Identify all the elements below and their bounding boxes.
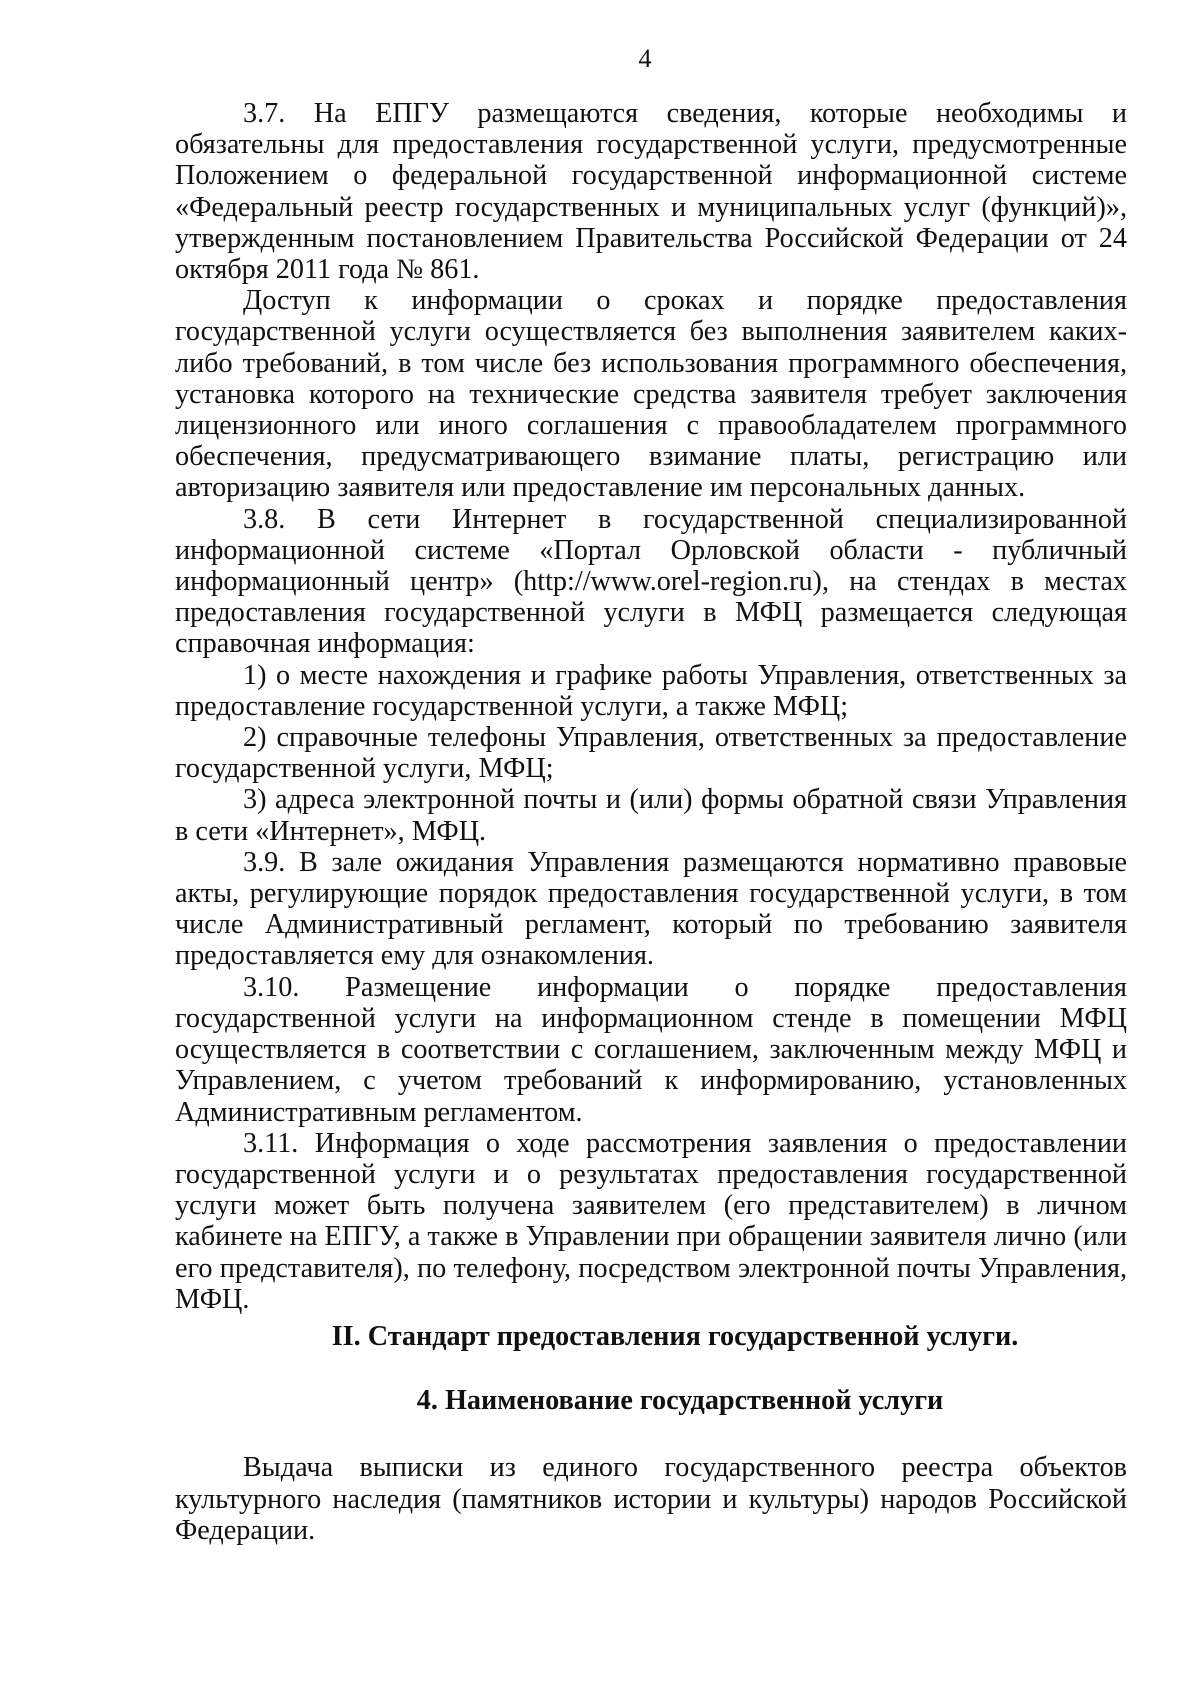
- list-item-1: 1) о месте нахождения и графике работы Управления, ответственных за предоставление государственной услуги, а также МФЦ;: [175, 659, 1127, 722]
- paragraph-3-9: 3.9. В зале ожидания Управления размещаются нормативно правовые акты, регулирующие порядок предоставления государственной услуги, в том числе Административный регламент, который по требованию заявителя предоставляется ему для ознакомления.: [175, 846, 1127, 972]
- paragraph-3-11: 3.11. Информация о ходе рассмотрения заявления о предоставлении государственной услуги и о результатах предоставления государственной услуги может быть получена заявителем (его представителем) в личном кабинете на ЕПГУ, а также в Управлении при обращении заявителя лично (или его представителя), по телефону, посредством электронной почты Управления, МФЦ.: [175, 1127, 1127, 1315]
- paragraph-3-10: 3.10. Размещение информации о порядке предоставления государственной услуги на информационном стенде в помещении МФЦ осуществляется в соответствии с соглашением, заключенным между МФЦ и Управлением, с учетом требований к информированию, установленных Административным регламентом.: [175, 971, 1127, 1128]
- paragraph-access-info: Доступ к информации о сроках и порядке предоставления государственной услуги осуществляется без выполнения заявителем каких-либо требований, в том числе без использования программного обеспечения, установка которого на технические средства заявителя требует заключения лицензионного или иного соглашения с правообладателем программного обеспечения, предусматривающего взимание платы, регистрацию или авторизацию заявителя или предоставление им персональных данных.: [175, 285, 1127, 504]
- paragraph-3-7: 3.7. На ЕПГУ размещаются сведения, которые необходимы и обязательны для предоставления государственной услуги, предусмотренные Положением о федеральной государственной информационной системе «Федеральный реестр государственных и муниципальных услуг (функций)», утвержденным постановлением Правительства Российской Федерации от 24 октября 2011 года № 861.: [175, 98, 1127, 286]
- page-number: 4: [638, 44, 652, 73]
- paragraph-3-8: 3.8. В сети Интернет в государственной специализированной информационной системе «Портал Орловской области - публичный информационный центр» (http://www.orel-region.ru), на стендах в местах предоставления государственной услуги в МФЦ размещается следующая справочная информация:: [175, 503, 1127, 660]
- subsection-heading: 4. Наименование государственной услуги: [416, 1385, 944, 1417]
- document-body: [175, 98, 1127, 1546]
- section-heading: II. Стандарт предоставления государственной услуги.: [331, 1320, 1019, 1352]
- service-name-paragraph: Выдача выписки из единого государственного реестра объектов культурного наследия (памятников истории и культуры) народов Российской Федерации.: [175, 1452, 1127, 1546]
- list-item-2: 2) справочные телефоны Управления, ответственных за предоставление государственной услуги, МФЦ;: [175, 722, 1127, 785]
- list-item-3: 3) адреса электронной почты и (или) формы обратной связи Управления в сети «Интернет», МФЦ.: [175, 784, 1127, 847]
